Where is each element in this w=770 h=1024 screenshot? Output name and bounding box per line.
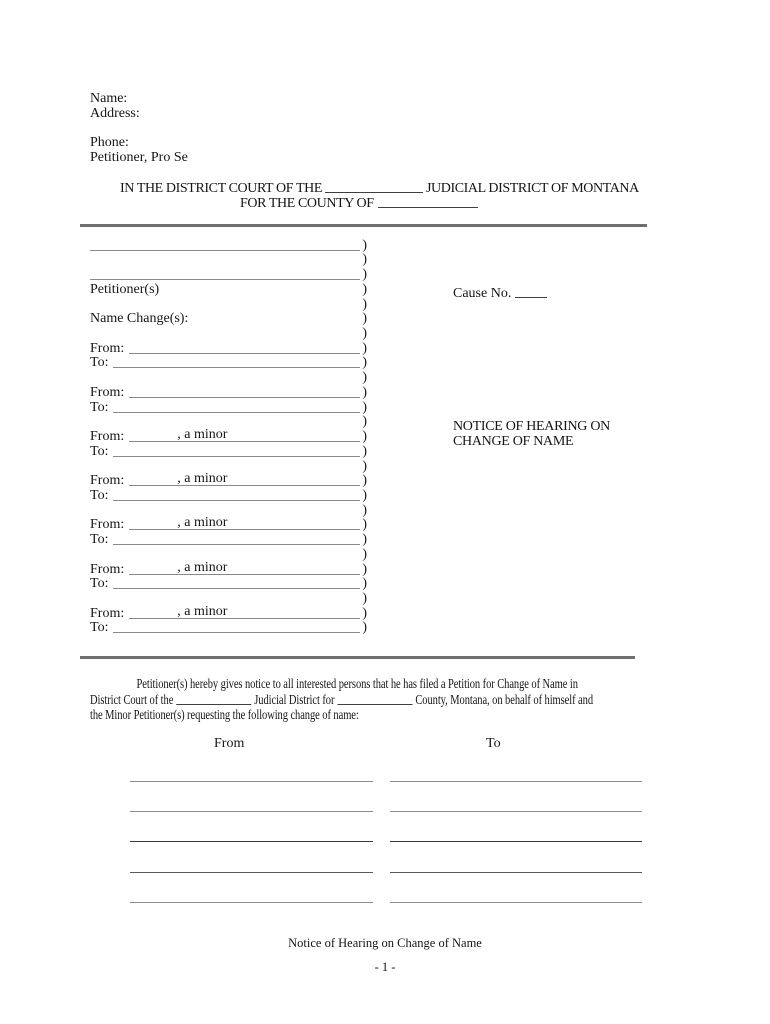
caption-paren: ) <box>362 414 367 430</box>
name-change-row <box>0 812 770 842</box>
caption-paren: ) <box>362 458 367 474</box>
caption-row <box>90 326 367 341</box>
caption-row-content <box>90 356 360 370</box>
caption-paren: ) <box>362 502 367 518</box>
caption-row <box>90 267 367 282</box>
case-caption <box>90 238 367 635</box>
caption-paren: ) <box>362 429 367 445</box>
caption-row-content <box>90 559 360 577</box>
notice-paragraph-line2 <box>90 693 675 709</box>
caption-paren: ) <box>362 340 367 356</box>
caption-row-content <box>90 445 360 459</box>
to-column-header: To <box>486 736 501 751</box>
caption-paren: ) <box>362 252 367 268</box>
notice-paragraph-line1 <box>90 678 675 693</box>
caption-row-content <box>90 603 360 621</box>
from-name-blank[interactable] <box>129 397 360 398</box>
caption-row-content <box>90 577 360 591</box>
to-label: To: <box>90 443 109 459</box>
caption-row <box>90 559 367 577</box>
caption-row-content <box>90 473 360 488</box>
caption-row <box>90 547 367 562</box>
party-name-blank[interactable] <box>90 279 360 280</box>
minor-name-blank[interactable] <box>129 441 175 442</box>
from-label: From: <box>90 517 125 533</box>
cause-no-label: Cause No. <box>453 286 512 301</box>
caption-row-content <box>90 621 360 635</box>
address-label: Address: <box>90 105 140 121</box>
caption-row <box>90 603 367 621</box>
spacer <box>90 121 188 136</box>
minor-name-blank[interactable] <box>129 618 175 619</box>
caption-paren: ) <box>362 370 367 386</box>
caption-row-content <box>90 283 360 297</box>
caption-row <box>90 370 367 385</box>
from-name-blank[interactable] <box>129 353 360 354</box>
caption-row <box>90 621 367 636</box>
caption-row <box>90 532 367 547</box>
minor-designation-label: , a minor <box>177 427 228 443</box>
from-label: From: <box>90 561 125 577</box>
caption-row <box>90 356 367 371</box>
cause-number-blank[interactable] <box>515 286 547 298</box>
to-name-blank[interactable] <box>113 412 360 413</box>
caption-row <box>90 471 367 489</box>
caption-row <box>90 238 367 253</box>
caption-row <box>90 429 367 444</box>
section-divider-top <box>80 224 647 227</box>
court-heading-line1-before: IN THE DISTRICT COURT OF THE <box>120 181 322 196</box>
caption-row <box>90 515 367 533</box>
caption-row <box>90 341 367 356</box>
from-name-blank[interactable] <box>229 485 360 486</box>
from-column-header: From <box>214 736 245 751</box>
court-heading-line2 <box>240 196 478 212</box>
to-label: To: <box>90 576 109 592</box>
caption-paren: ) <box>362 399 367 415</box>
name-change-table <box>0 752 770 903</box>
to-label: To: <box>90 620 109 636</box>
minor-designation-label: , a minor <box>177 515 228 531</box>
caption-row <box>90 459 367 474</box>
to-name-blank[interactable] <box>113 500 360 501</box>
name-change-row <box>0 873 770 903</box>
party-name-blank[interactable] <box>90 250 360 251</box>
name-label: Name: <box>90 91 128 106</box>
caption-paren: ) <box>362 532 367 548</box>
caption-row-content <box>90 250 360 253</box>
petitioners-label: Petitioner(s) <box>90 281 160 297</box>
county-blank[interactable] <box>378 196 478 208</box>
minor-designation-label: , a minor <box>177 471 228 487</box>
name-change-row <box>0 842 770 872</box>
from-name-blank[interactable] <box>229 441 360 442</box>
footer-document-title: Notice of Hearing on Change of Name <box>288 936 482 950</box>
footer-page-number: - 1 - <box>374 960 396 974</box>
to-name-line[interactable] <box>390 902 642 903</box>
from-label: From: <box>90 473 125 489</box>
to-label: To: <box>90 532 109 548</box>
from-label: From: <box>90 384 125 400</box>
to-name-blank[interactable] <box>113 632 360 633</box>
notice-text-line2a: District Court of the <box>90 692 174 708</box>
judicial-district-blank[interactable] <box>325 181 423 193</box>
caption-row <box>90 577 367 592</box>
section-divider-bottom <box>80 656 635 659</box>
name-changes-label: Name Change(s): <box>90 311 189 327</box>
party-info-block <box>90 92 188 166</box>
caption-row <box>90 312 367 327</box>
caption-paren: ) <box>362 281 367 297</box>
caption-paren: ) <box>362 517 367 533</box>
caption-row-content <box>90 312 360 326</box>
caption-row <box>90 253 367 268</box>
minor-name-blank[interactable] <box>129 485 175 486</box>
caption-paren: ) <box>362 237 367 253</box>
petitioner-pro-se-label: Petitioner, Pro Se <box>90 149 188 165</box>
from-label: From: <box>90 429 125 445</box>
to-label: To: <box>90 355 109 371</box>
caption-paren: ) <box>362 561 367 577</box>
caption-paren: ) <box>362 443 367 459</box>
caption-row <box>90 591 367 606</box>
minor-name-blank[interactable] <box>129 574 175 575</box>
county-blank-body[interactable] <box>337 693 412 705</box>
notice-paragraph <box>90 678 675 723</box>
to-label: To: <box>90 399 109 415</box>
to-name-blank[interactable] <box>113 456 360 457</box>
notice-text-line2c: County, Montana, on behalf of himself and <box>415 692 594 708</box>
caption-row-content <box>90 429 360 444</box>
caption-row <box>90 400 367 415</box>
caption-row <box>90 488 367 503</box>
phone-label: Phone: <box>90 135 129 151</box>
caption-row-content <box>90 533 360 547</box>
to-name-blank[interactable] <box>113 544 360 545</box>
notice-text-line2b: Judicial District for <box>254 692 335 708</box>
caption-paren: ) <box>362 296 367 312</box>
caption-row <box>90 385 367 400</box>
caption-row-content <box>90 489 360 503</box>
caption-row <box>90 503 367 518</box>
document-title-line2: CHANGE OF NAME <box>453 433 574 449</box>
from-name-line[interactable] <box>130 902 373 903</box>
caption-row <box>90 297 367 312</box>
minor-designation-label: , a minor <box>177 603 228 619</box>
from-name-blank[interactable] <box>229 529 360 530</box>
caption-paren: ) <box>362 311 367 327</box>
caption-paren: ) <box>362 605 367 621</box>
court-heading-line1-after: JUDICIAL DISTRICT OF MONTANA <box>426 181 639 196</box>
caption-row <box>90 415 367 430</box>
caption-paren: ) <box>362 326 367 342</box>
from-label: From: <box>90 340 125 356</box>
from-label: From: <box>90 605 125 621</box>
to-label: To: <box>90 487 109 503</box>
court-heading-line1 <box>120 181 639 197</box>
from-name-blank[interactable] <box>229 618 360 619</box>
caption-paren: ) <box>362 546 367 562</box>
notice-text-line1: Petitioner(s) hereby gives notice to all interested persons that he has filed a Petition for Change of Name in <box>136 677 578 692</box>
from-name-blank[interactable] <box>229 574 360 575</box>
caption-paren: ) <box>362 487 367 503</box>
to-name-blank[interactable] <box>113 367 360 368</box>
caption-paren: ) <box>362 384 367 400</box>
name-change-row <box>0 752 770 782</box>
caption-paren: ) <box>362 267 367 283</box>
caption-paren: ) <box>362 355 367 371</box>
caption-row-content <box>90 386 360 400</box>
to-name-blank[interactable] <box>113 588 360 589</box>
caption-paren: ) <box>362 576 367 592</box>
notice-paragraph-line3: the Minor Petitioner(s) requesting the following change of name: <box>90 707 359 723</box>
name-change-row <box>0 782 770 812</box>
court-heading-line2-before: FOR THE COUNTY OF <box>240 196 374 211</box>
caption-row-content <box>90 401 360 415</box>
cause-number <box>453 286 547 302</box>
caption-paren: ) <box>362 473 367 489</box>
caption-row-content <box>90 517 360 532</box>
caption-paren: ) <box>362 590 367 606</box>
document-title-line1: NOTICE OF HEARING ON <box>453 419 610 434</box>
caption-row <box>90 444 367 459</box>
judicial-district-blank-body[interactable] <box>176 693 251 705</box>
caption-row-content <box>90 342 360 356</box>
caption-row <box>90 282 367 297</box>
minor-designation-label: , a minor <box>177 559 228 575</box>
minor-name-blank[interactable] <box>129 529 175 530</box>
caption-paren: ) <box>362 620 367 636</box>
